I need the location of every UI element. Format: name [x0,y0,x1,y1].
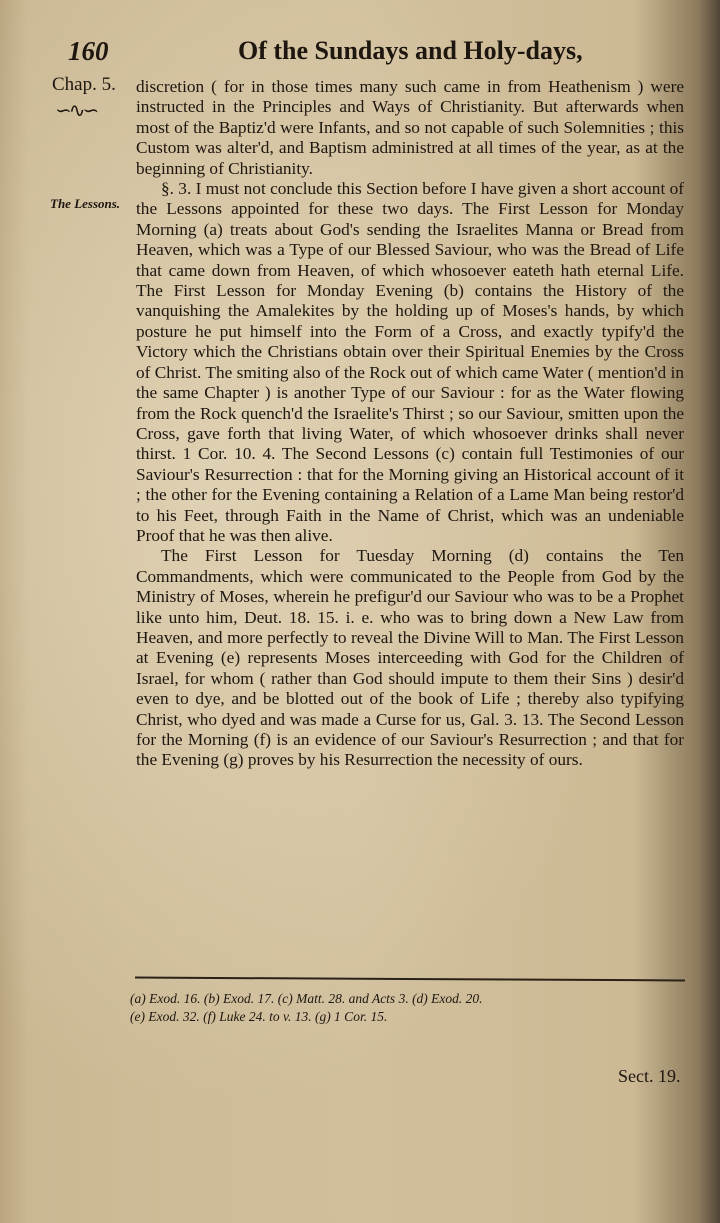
chapter-marker: Chap. 5. [52,74,116,95]
margin-note: The Lessons. [50,196,121,211]
footnote-rule [135,977,685,982]
footnote-line-2: (e) Exod. 32. (f) Luke 24. to v. 13. (g) 1 Cor. 15. [130,1009,388,1024]
footnotes [130,990,690,1026]
flourish-ornament: ∽∿∽ [55,98,97,122]
page-header [68,36,668,76]
catchword: Sect. 19. [618,1066,681,1086]
footnote-line-1: (a) Exod. 16. (b) Exod. 17. (c) Matt. 28. and Acts 3. (d) Exod. 20. [130,991,483,1006]
paragraph-2: §. 3. I must not conclude this Section before I have given a short account of the Lessons appointed for these two days. The First Lesson for Monday Morning (a) treats about God's sending the Israelites Manna or Bread from Heaven, which was a Type of our Blessed Saviour, who was the Bread of Life that came down from Heaven, of which whosoever eateth hath eternal Life. The First Lesson for Monday Evening (b) contains the History of the vanquishing the Amalekites by the holding up of Moses's hands, by which posture he put himself into the Form of a Cross, and exactly typify'd the Victory which the Christians obtain over their Spiritual Enemies by the Cross of Christ. The smiting also of the Rock out of which came Water ( mention'd in the same Chapter ) is another Type of our Saviour : for as the Water flowing from the Rock quench'd the Israelite's Thirst ; so our Saviour, smitten upon the Cross, gave forth that living Water, of which whosoever drinks shall never thirst. 1 Cor. 10. 4. The Second Lessons (c) contain full Testimonies of our Saviour's Resurrection : that for the Morning giving an Historical account of it ; the other for the Evening containing a Relation of a Lame Man being restor'd to his Feet, through Faith in the Name of Christ, which was an undeniable Proof that he was then alive. [136,179,684,545]
paragraph-1: discretion ( for in those times many such came in from Heathenism ) were instructed in the Principles and Ways of Christianity. But afterwards when most of the Baptiz'd were Infants, and so not capable of such Solemnities ; this Custom was alter'd, and Baptism administred at all times of the year, as at the beginning of Christianity. [136,77,684,178]
body-text [136,77,684,771]
paragraph-3: The First Lesson for Tuesday Morning (d) contains the Ten Commandments, which were communicated to the People from God by the Ministry of Moses, wherein he prefigur'd our Saviour who was to be a Prophet like unto him, Deut. 18. 15. i. e. who was to bring down a New Law from Heaven, and more perfectly to reveal the Divine Will to Man. The First Lesson at Evening (e) represents Moses interceeding with God for the Children of Israel, for whom ( rather than God should impute to them their Sins ) desir'd even to dye, and be blotted out of the book of Life ; thereby also typifying Christ, who dyed and was made a Curse for us, Gal. 3. 13. The Second Lesson for the Morning (f) is an evidence of our Saviour's Resurrection ; and that for the Evening (g) proves by his Resurrection the necessity of ours. [136,546,684,770]
running-head: Of the Sundays and Holy-days, [238,36,583,65]
page-number: 160 [68,36,109,66]
